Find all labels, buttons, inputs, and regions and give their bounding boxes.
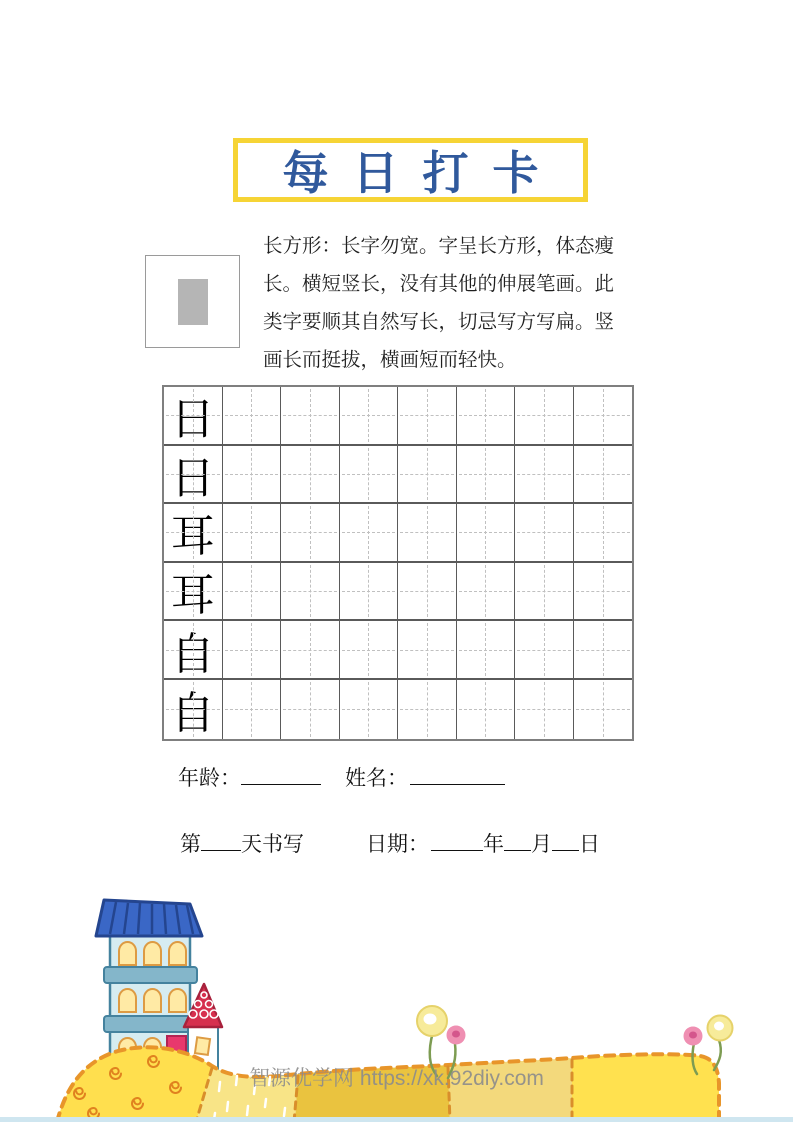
- grid-cell: [574, 563, 633, 622]
- grid-cell: [223, 680, 282, 739]
- instruction-paragraph: [263, 228, 653, 380]
- form-line-age-name: [178, 762, 505, 792]
- grid-cell: [398, 680, 457, 739]
- grid-cell: [457, 446, 516, 505]
- grid-cell: [457, 387, 516, 446]
- day-suffix-label: 天书写: [241, 832, 304, 856]
- grid-cell: [223, 621, 282, 680]
- practice-char-cell: 耳: [164, 563, 223, 622]
- grid-cell: [398, 504, 457, 563]
- grid-cell: [398, 446, 457, 505]
- grid-cell: [457, 680, 516, 739]
- tower-house-illustration: [96, 900, 202, 1070]
- day-label: 日: [579, 832, 600, 856]
- grid-cell: [281, 563, 340, 622]
- grid-cell: [398, 387, 457, 446]
- grid-cell: [340, 387, 399, 446]
- grid-cell: [281, 680, 340, 739]
- page-title: 每日打卡: [282, 148, 563, 199]
- grid-cell: [515, 387, 574, 446]
- instruction-line: 画长而挺拔，横画短而轻快。: [263, 350, 517, 371]
- grid-cell: [457, 504, 516, 563]
- grid-cell: [457, 621, 516, 680]
- practice-char-cell: 自: [164, 621, 223, 680]
- grid-cell: [340, 504, 399, 563]
- grid-cell: [515, 621, 574, 680]
- age-label: 年龄：: [178, 766, 241, 790]
- practice-char-cell: 日: [164, 446, 223, 505]
- practice-char-cell: 日: [164, 387, 223, 446]
- instruction-line: 长。横短竖长，没有其他的伸展笔画。此: [263, 274, 615, 295]
- grid-cell: [223, 563, 282, 622]
- date-label: 日期：: [366, 832, 429, 856]
- grid-cell: [398, 563, 457, 622]
- grid-cell: [457, 563, 516, 622]
- grid-cell: [281, 621, 340, 680]
- grid-cell: [223, 504, 282, 563]
- day-count-blank: [201, 830, 241, 851]
- year-label: 年: [483, 832, 504, 856]
- practice-grid: [162, 385, 634, 741]
- grid-cell: [574, 680, 633, 739]
- day-blank: [552, 830, 579, 851]
- grid-cell: [340, 563, 399, 622]
- grid-cell: [281, 446, 340, 505]
- grid-cell: [574, 504, 633, 563]
- grid-cell: [340, 621, 399, 680]
- grid-cell: [515, 446, 574, 505]
- month-label: 月: [531, 832, 552, 856]
- grid-cell: [574, 387, 633, 446]
- grid-cell: [223, 387, 282, 446]
- year-blank: [431, 830, 483, 851]
- vertical-rectangle-shape: [178, 279, 208, 325]
- watermark-text: 智源优学网 https://xk.92diy.com: [249, 1067, 544, 1090]
- grid-cell: [340, 680, 399, 739]
- grid-cell: [340, 446, 399, 505]
- grid-cell: [515, 504, 574, 563]
- grid-cell: [223, 446, 282, 505]
- bottom-strip: [0, 1117, 793, 1122]
- grid-cell: [574, 446, 633, 505]
- grid-cell: [281, 504, 340, 563]
- month-blank: [504, 830, 531, 851]
- grid-cell: [398, 621, 457, 680]
- name-blank: [410, 764, 505, 785]
- practice-char-cell: 耳: [164, 504, 223, 563]
- practice-char-cell: 自: [164, 680, 223, 739]
- grid-cell: [281, 387, 340, 446]
- age-blank: [241, 764, 321, 785]
- instruction-line: 长方形：长字勿宽。字呈长方形，体态瘦: [263, 236, 615, 257]
- form-line-day-date: [180, 828, 600, 858]
- grid-cell: [515, 563, 574, 622]
- title-box: [233, 138, 588, 202]
- grid-cell: [515, 680, 574, 739]
- shape-example-box: [145, 255, 240, 348]
- instruction-line: 类字要顺其自然写长，切忌写方写扁。竖: [263, 312, 615, 333]
- day-prefix-label: 第: [180, 832, 201, 856]
- name-label: 姓名：: [345, 766, 408, 790]
- grid-cell: [574, 621, 633, 680]
